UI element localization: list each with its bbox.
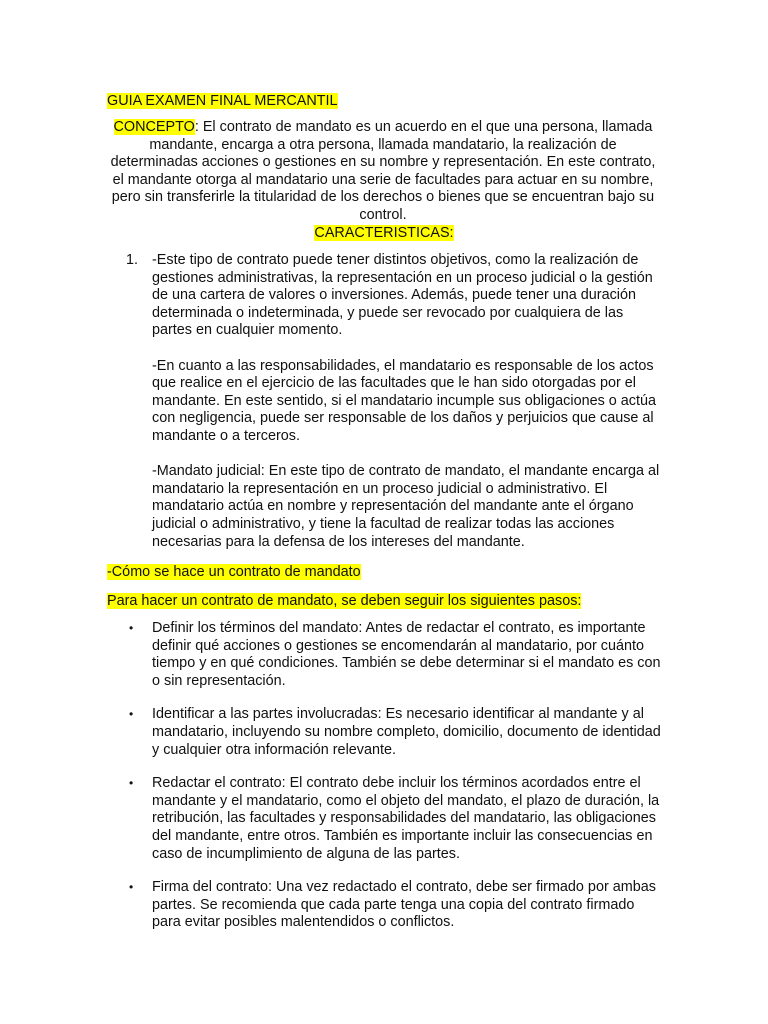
bullet-icon: • <box>129 776 134 791</box>
list-item <box>125 775 665 863</box>
como-heading <box>107 563 361 581</box>
step-text: Redactar el contrato: El contrato debe incluir los términos acordados entre el mandante y el mandatario, como el objeto del mandato, el plazo de duración, la retribución, las facultades y responsabilidades del mandatario, las obligaciones del mandante, entre otros. También es importante incluir las consecuencias en caso de incumplimiento de alguna de las partes. <box>152 775 660 862</box>
como-heading-text: -Cómo se hace un contrato de mandato <box>107 564 361 580</box>
concepto-text: : El contrato de mandato es un acuerdo en el que una persona, llamada mandante, encarga a otra persona, llamada mandatario, la realización de determinadas acciones o gestiones en su nombre y representación. En este contrato, el mandante otorga al mandatario una serie de facultades para actuar en su nombre, pero sin transferirle la titularidad de los derechos o bienes que se encuentran bajo su control. <box>110 119 656 223</box>
steps-list <box>125 620 665 932</box>
step-text: Identificar a las partes involucradas: Es necesario identificar al mandante y al mandatario, incluyendo su nombre completo, domicilio, documento de identidad y cualquier otra información relevante. <box>152 706 661 758</box>
caracteristicas-heading-text: CARACTERISTICAS: <box>314 225 454 241</box>
step-text: Firma del contrato: Una vez redactado el contrato, debe ser firmado por ambas partes. Se recomienda que cada parte tenga una copia del contrato firmado para evitar posibles malentendidos o conflictos. <box>152 879 656 931</box>
pasos-heading <box>107 592 581 610</box>
list-number: 1. <box>126 252 139 268</box>
caracteristicas-heading <box>0 224 768 242</box>
list-item-body <box>152 252 666 569</box>
document-title <box>107 92 338 110</box>
caracteristica-paragraph: -En cuanto a las responsabilidades, el mandatario es responsable de los actos que realice en el ejercicio de las facultades que le han sido otorgadas por el mandante. En este sentido, si el mandatario incumple sus obligaciones o actúa con negligencia, puede ser responsable de los daños y perjuicios que cause al mandante o a terceros. <box>152 357 656 444</box>
list-item <box>125 620 665 690</box>
bullet-icon: • <box>129 707 134 722</box>
list-item <box>125 706 665 759</box>
caracteristica-paragraph: -Mandato judicial: En este tipo de contrato de mandato, el mandante encarga al mandatario la representación en un proceso judicial o administrativo. El mandatario actúa en nombre y representación del mandante ante el órgano judicial o administrativo, y tiene la facultad de realizar todas las acciones necesarias para la defensa de los intereses del mandante. <box>152 463 660 550</box>
step-text: Definir los términos del mandato: Antes de redactar el contrato, es importante definir qué acciones o gestiones se encomendarán al mandatario, por cuánto tiempo y en qué condiciones. También se debe determinar si el mandato es con o sin representación. <box>152 620 661 689</box>
concepto-paragraph <box>105 119 661 225</box>
title-highlight: GUIA EXAMEN FINAL MERCANTIL <box>107 93 338 109</box>
concepto-label: CONCEPTO <box>113 119 195 135</box>
pasos-heading-text: Para hacer un contrato de mandato, se deben seguir los siguientes pasos: <box>107 593 582 609</box>
list-item <box>125 879 665 932</box>
bullet-icon: • <box>129 621 134 635</box>
caracteristica-paragraph: -Este tipo de contrato puede tener distintos objetivos, como la realización de gestiones administrativas, la representación en un proceso judicial o la gestión de una cartera de valores o inversiones. Además, puede tener una duración determinada o indeterminada, y puede ser revocado por cualquiera de las partes en cualquier momento. <box>152 252 653 339</box>
bullet-icon: • <box>129 880 134 895</box>
